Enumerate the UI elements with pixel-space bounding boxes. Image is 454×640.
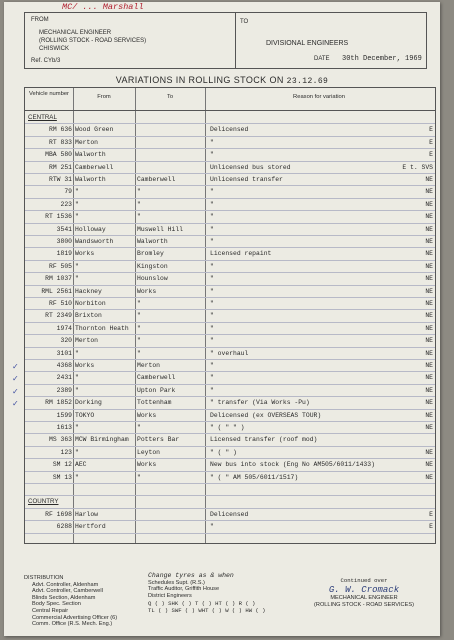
distribution-item: Advt. Controller, Aldenham (32, 581, 99, 588)
from-depot: " (75, 424, 79, 431)
distribution-block (24, 575, 144, 628)
vehicle-number: RM 1852 (45, 399, 72, 407)
distribution-title: DISTRIBUTION (24, 575, 64, 581)
status-code: E t. SVS (402, 163, 433, 171)
status-code: NE (425, 262, 433, 270)
status-code: NE (425, 238, 433, 245)
continued-over: Continued over (340, 577, 388, 584)
reason-text: Unlicensed transfer (210, 176, 283, 183)
status-code: E (429, 126, 433, 134)
status-code: NE (425, 386, 433, 394)
status-code: NE (425, 250, 433, 258)
vehicle-number: 2389 (56, 386, 72, 394)
vehicle-number: MS 363 (48, 436, 72, 444)
ref-number: Ref. CYb/3 (31, 58, 61, 64)
from-depot: Hertford (75, 523, 106, 531)
from-depot: Walworth (75, 176, 106, 183)
status-code: NE (425, 337, 433, 345)
vehicle-number: 1599 (56, 411, 72, 419)
table-row (25, 298, 435, 310)
to-depot: Works (137, 411, 157, 419)
to-depot: " (137, 337, 141, 345)
to-depot: Works (137, 287, 157, 295)
reason-text: Unlicensed bus stored (210, 163, 291, 171)
title-text: VARIATIONS IN ROLLING STOCK ON (115, 75, 284, 85)
header-reason: Reason for variation (293, 94, 345, 100)
reason-text: " ( " ) (210, 448, 237, 456)
from-depot: " (75, 275, 79, 283)
to-depot: Potters Bar (137, 436, 180, 444)
to-depot: " (137, 200, 141, 208)
status-code: NE (425, 399, 433, 407)
table-row (25, 124, 435, 136)
table-row (25, 174, 435, 186)
vehicle-number: 4368 (56, 362, 72, 369)
signatory-title: MECHANICAL ENGINEER (330, 595, 398, 602)
to-depot: Kingston (137, 262, 168, 270)
status-code: E (429, 510, 433, 518)
from-depot: " (75, 374, 79, 382)
table-row (25, 261, 435, 273)
vehicle-number: 1974 (56, 324, 72, 332)
reason-text: Delicensed (210, 510, 249, 518)
vehicle-number: RM 251 (48, 163, 72, 171)
from-depot: Camberwell (75, 163, 114, 171)
table-row (25, 472, 435, 484)
reason-text: " (210, 386, 214, 394)
from-line-3: CHISWICK (39, 46, 69, 52)
middle-item: Schedules Supt. (R.S.) (148, 579, 205, 586)
distribution-middle (148, 573, 283, 615)
to-depot: Camberwell (137, 374, 176, 382)
table-row (25, 273, 435, 285)
to-depot: Merton (137, 362, 161, 369)
table-row (25, 521, 435, 533)
from-depot: Harlow (75, 510, 99, 518)
vehicle-number: 223 (60, 200, 72, 208)
table-row (25, 484, 435, 496)
signatory-dept: (ROLLING STOCK - ROAD SERVICES) (314, 601, 414, 608)
reason-text: " (210, 287, 214, 295)
from-depot: Dorking (75, 399, 102, 407)
vehicle-number: RM 1037 (45, 275, 72, 283)
from-depot: " (75, 262, 79, 270)
from-line-2: (ROLLING STOCK - ROAD SERVICES) (39, 38, 147, 44)
from-depot: Norbiton (75, 300, 106, 307)
reason-text: " (210, 138, 214, 146)
distribution-item: Advt. Controller, Camberwell (32, 588, 103, 595)
vehicle-number: RF 505 (48, 262, 72, 270)
vehicle-number: RT 1536 (45, 213, 72, 221)
to-depot: Camberwell (137, 176, 176, 183)
tick-mark-icon: ✓ (12, 362, 19, 371)
status-code: NE (425, 411, 433, 419)
document-title (4, 75, 440, 86)
table-row (25, 422, 435, 434)
status-code: NE (425, 287, 433, 295)
table-row (25, 137, 435, 149)
status-code: NE (425, 312, 433, 320)
from-depot: Merton (75, 337, 99, 345)
handwritten-annotation: MC/ ... Marshall (62, 2, 144, 12)
to-depot: Muswell Hill (137, 225, 184, 233)
reason-text: " (210, 300, 214, 307)
from-depot: " (75, 386, 79, 394)
header-vehicle: Vehicle number (29, 91, 69, 97)
vehicle-number: MBA 580 (45, 151, 72, 159)
date-value: 30th December, 1969 (342, 55, 422, 63)
status-code: NE (425, 324, 433, 332)
status-code: E (429, 151, 433, 159)
vehicle-number: RT 2349 (45, 312, 72, 320)
distribution-item: Comm. Office (R.S. Mech. Eng.) (32, 621, 113, 628)
status-code: NE (425, 362, 433, 369)
to-depot: Leyton (137, 448, 161, 456)
from-box (24, 12, 236, 69)
status-code: NE (425, 300, 433, 307)
table-row (12, 397, 435, 409)
from-depot: Wandsworth (75, 238, 114, 245)
to-depot: " (137, 188, 141, 196)
table-row (25, 459, 435, 471)
table-row (25, 348, 435, 360)
reason-text: " (210, 523, 214, 531)
table-row (12, 385, 435, 397)
to-depot: Hounslow (137, 275, 168, 283)
from-depot: " (75, 188, 79, 196)
vehicle-number: RF 1698 (45, 510, 72, 518)
status-code: E (429, 523, 433, 531)
from-depot: Works (75, 362, 95, 369)
vehicle-number: 3800 (56, 238, 72, 245)
status-code: NE (425, 213, 433, 221)
from-depot: Wood Green (75, 126, 114, 134)
table-row (25, 224, 435, 236)
vehicle-number: 3101 (56, 349, 72, 357)
reason-text: " (210, 151, 214, 159)
from-depot: " (75, 448, 79, 456)
vehicle-number: COUNTRY (28, 498, 59, 506)
from-depot: " (75, 349, 79, 357)
vehicle-number: RTW 31 (48, 176, 72, 183)
vehicle-number: RT 833 (48, 138, 72, 146)
signature-block (294, 578, 434, 608)
vehicle-number: SM 12 (52, 461, 72, 469)
reason-text: New bus into stock (Eng No AM505/6011/1433) (210, 461, 375, 469)
status-code: NE (425, 448, 433, 456)
status-code: E (429, 138, 433, 146)
status-code: NE (425, 424, 433, 431)
status-code: NE (425, 176, 433, 183)
reason-text: " (210, 225, 214, 233)
vehicle-number: 6288 (56, 523, 72, 531)
reason-text: " transfer (Via Works -Pu) (210, 399, 310, 407)
table-row (25, 236, 435, 248)
to-label: TO (240, 19, 249, 25)
status-code: NE (425, 275, 433, 283)
to-depot: Tottenham (137, 399, 172, 407)
to-depot: Works (137, 461, 157, 469)
distribution-item: Body Spec. Section (32, 601, 81, 608)
vehicle-number: CENTRAL (28, 114, 57, 121)
date-label: DATE (314, 56, 330, 62)
reason-text: " (210, 374, 214, 382)
status-code: NE (425, 225, 433, 233)
from-label: FROM (31, 17, 49, 23)
vehicle-number: 79 (64, 188, 72, 196)
section-row (25, 112, 435, 124)
table-row (25, 447, 435, 459)
status-code: NE (425, 188, 433, 196)
to-depot: Upton Park (137, 386, 176, 394)
table-row (25, 410, 435, 422)
header-from: From (97, 94, 111, 100)
distribution-item: Central Repair (32, 607, 69, 614)
table-row (25, 186, 435, 198)
distribution-item: Commercial Advertising Officer (6) (32, 614, 118, 621)
to-depot: " (137, 312, 141, 320)
reason-text: " ( " " ) (210, 424, 245, 431)
to-depot: " (137, 473, 141, 481)
from-depot: Works (75, 250, 95, 258)
tick-mark-icon: ✓ (12, 374, 19, 384)
from-depot: " (75, 200, 79, 208)
status-code: NE (425, 200, 433, 208)
vehicle-number: 3541 (56, 225, 72, 233)
from-depot: " (75, 213, 79, 221)
reason-text: " overhaul (210, 349, 249, 357)
reason-text: " (210, 312, 214, 320)
table-row (25, 149, 435, 161)
reason-text: Delicensed (ex OVERSEAS TOUR) (210, 411, 322, 419)
from-depot: MCW Birmingham (75, 436, 129, 444)
from-depot: Merton (75, 138, 99, 146)
from-depot: Brixton (75, 312, 102, 320)
reason-text: Licensed transfer (roof mod) (210, 436, 318, 444)
table-row (25, 211, 435, 223)
to-depot: Bromley (137, 250, 164, 258)
table-row (25, 434, 435, 446)
table-row (25, 509, 435, 521)
reason-text: " (210, 275, 214, 283)
middle-item: District Engineers (148, 592, 192, 599)
table-row (25, 162, 435, 174)
reason-text: " (210, 188, 214, 196)
distribution-item: Blinds Section, Aldenham (32, 594, 96, 601)
table-header (25, 88, 435, 111)
from-depot: Walworth (75, 151, 106, 159)
from-depot: Thornton Heath (75, 324, 129, 332)
vehicle-number: SM 13 (52, 473, 72, 481)
reason-text: " (210, 337, 214, 345)
tick-mark-icon: ✓ (12, 386, 19, 396)
header-to: To (166, 94, 174, 100)
reason-text: " (210, 362, 214, 369)
vehicle-number: 1613 (56, 424, 72, 431)
reason-text: Delicensed (210, 126, 249, 134)
handwritten-note: Change tyres as & when (148, 572, 234, 579)
status-code: NE (425, 374, 433, 382)
to-box (234, 12, 427, 69)
document-sheet (4, 2, 440, 636)
section-row (25, 496, 435, 508)
table-row (12, 372, 435, 384)
vehicle-number: RM 636 (48, 126, 72, 134)
reason-text: " ( " AM 505/6011/1517) (210, 473, 299, 481)
to-depot: " (137, 213, 141, 221)
reason-text: " (210, 200, 214, 208)
vehicle-number: 1819 (56, 250, 72, 258)
table-row (25, 248, 435, 260)
from-depot: " (75, 473, 79, 481)
to-depot: " (137, 324, 141, 332)
checkbox-codes-2: TL ( ) SWF ( ) WHT ( ) W ( ) HW ( ) (148, 606, 266, 614)
distribution-list (24, 582, 144, 628)
from-depot: TOKYO (75, 411, 95, 419)
table-row (25, 310, 435, 322)
table-row (25, 286, 435, 298)
reason-text: " (210, 238, 214, 245)
vehicle-number: RF 510 (48, 300, 72, 307)
to-depot: " (137, 349, 141, 357)
vehicle-number: RML 2561 (41, 287, 72, 295)
reason-text: " (210, 262, 214, 270)
signature: G. W. Cromack (328, 584, 400, 595)
vehicle-number: 320 (60, 337, 72, 345)
table-row (25, 323, 435, 335)
to-value: DIVISIONAL ENGINEERS (266, 40, 349, 47)
from-depot: Holloway (75, 225, 106, 233)
table-row (12, 360, 435, 372)
status-code: NE (425, 349, 433, 357)
to-depot: Walworth (137, 238, 168, 245)
tick-mark-icon: ✓ (12, 399, 19, 409)
reason-text: " (210, 324, 214, 332)
reason-text: Licensed repaint (210, 250, 272, 258)
status-code: NE (425, 473, 433, 481)
vehicle-number: 123 (60, 448, 72, 456)
to-depot: " (137, 300, 141, 307)
from-line-1: MECHANICAL ENGINEER (39, 30, 112, 36)
checkbox-codes: Q ( ) SHK ( ) T ( ) HT ( ) R ( ) (148, 600, 256, 608)
from-depot: AEC (75, 461, 87, 469)
title-date: 23.12.69 (286, 77, 329, 86)
reason-text: " (210, 213, 214, 221)
table-row (25, 199, 435, 211)
to-depot: " (137, 424, 141, 431)
status-code: NE (425, 461, 433, 469)
table-row (25, 335, 435, 347)
vehicle-number: 2431 (56, 374, 72, 382)
variations-table (12, 87, 436, 544)
middle-item: Traffic Auditor, Griffith House (148, 586, 220, 593)
from-depot: Hackney (75, 287, 102, 295)
